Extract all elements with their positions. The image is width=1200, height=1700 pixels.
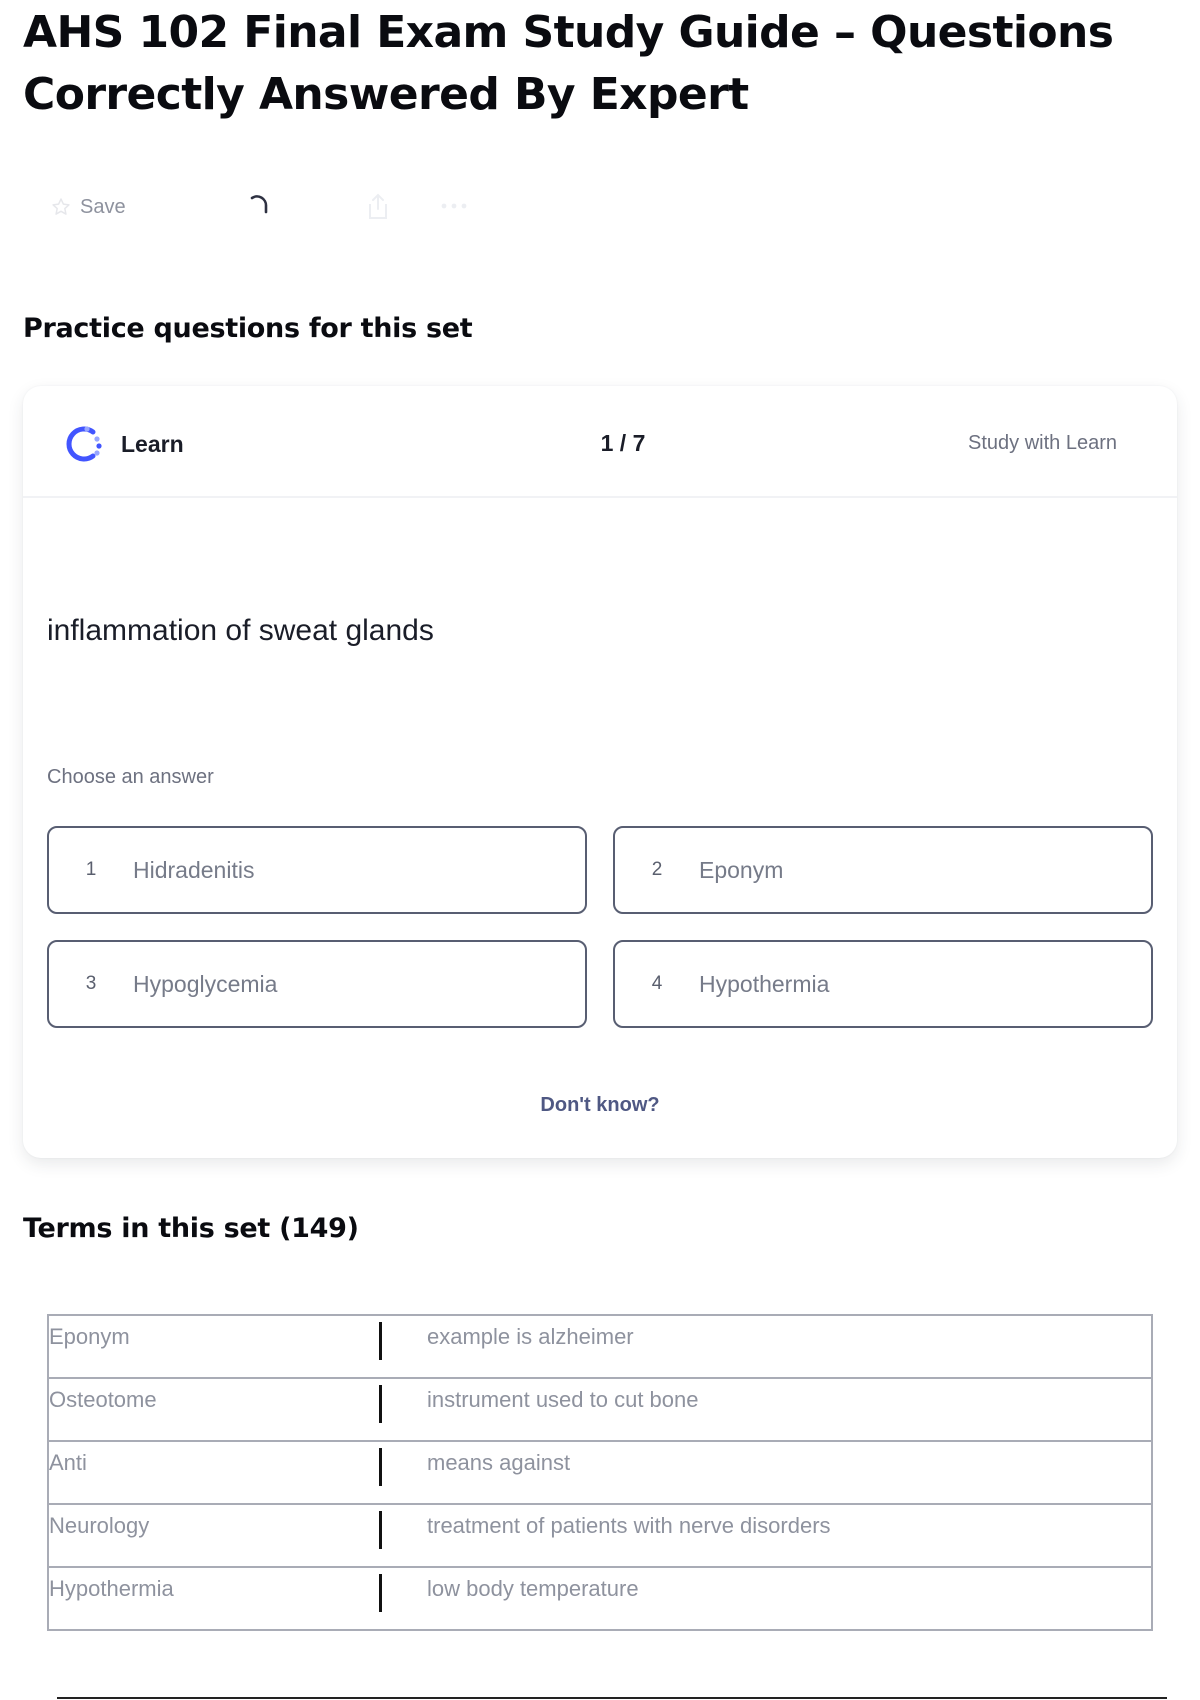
terms-heading: Terms in this set (149) [23, 1213, 359, 1244]
save-label: Save [80, 195, 126, 218]
question-term: inflammation of sweat glands [47, 614, 434, 647]
answer-option-3[interactable] [47, 940, 587, 1028]
definition-cell [379, 1378, 1152, 1441]
definition-text: example is alzheimer [427, 1324, 634, 1349]
definition-text: means against [427, 1450, 571, 1475]
term-cell: Hypothermia [48, 1567, 379, 1630]
column-divider [379, 1322, 382, 1360]
option-number: 1 [85, 859, 97, 880]
definition-text: low body temperature [427, 1576, 639, 1601]
question-progress: 1 / 7 [600, 430, 646, 456]
answer-option-2[interactable] [613, 826, 1153, 914]
answer-option-1[interactable] [47, 826, 587, 914]
learn-card [23, 386, 1177, 1158]
table-row [48, 1504, 1152, 1567]
table-row [48, 1315, 1152, 1378]
definition-text: instrument used to cut bone [427, 1387, 699, 1412]
definition-cell [379, 1315, 1152, 1378]
more-icon[interactable] [436, 198, 476, 214]
option-number: 4 [651, 973, 663, 994]
learn-card-header [23, 386, 1177, 498]
set-toolbar [50, 188, 490, 228]
table-row [48, 1441, 1152, 1504]
term-cell: Osteotome [48, 1378, 379, 1441]
choose-answer-label: Choose an answer [47, 766, 214, 788]
column-divider [379, 1448, 382, 1486]
column-divider [379, 1511, 382, 1549]
term-cell: Eponym [48, 1315, 379, 1378]
learn-label: Learn [121, 430, 184, 457]
page-title: AHS 102 Final Exam Study Guide – Questions Correctly Answered By Expert [23, 7, 1114, 120]
save-button[interactable] [50, 194, 126, 220]
definition-text: treatment of patients with nerve disorders [427, 1513, 831, 1538]
learn-icon [63, 422, 107, 466]
option-text: Hypothermia [699, 970, 830, 997]
study-with-learn-link[interactable]: Study with Learn [968, 432, 1117, 454]
term-cell: Anti [48, 1441, 379, 1504]
definition-cell [379, 1567, 1152, 1630]
term-cell: Neurology [48, 1504, 379, 1567]
option-text: Eponym [699, 856, 784, 883]
column-divider [379, 1574, 382, 1612]
column-divider [379, 1385, 382, 1423]
footer-divider [57, 1697, 1167, 1699]
star-icon [50, 196, 72, 218]
dont-know-button[interactable]: Don't know? [540, 1094, 660, 1116]
terms-table [47, 1314, 1153, 1631]
option-number: 3 [85, 973, 97, 994]
definition-cell [379, 1441, 1152, 1504]
share-icon[interactable] [364, 192, 392, 222]
option-text: Hidradenitis [133, 856, 255, 883]
option-number: 2 [651, 859, 663, 880]
option-text: Hypoglycemia [133, 970, 278, 997]
table-row [48, 1378, 1152, 1441]
practice-heading: Practice questions for this set [23, 313, 473, 344]
answer-options [47, 826, 1153, 1028]
table-row [48, 1567, 1152, 1630]
answer-option-4[interactable] [613, 940, 1153, 1028]
definition-cell [379, 1504, 1152, 1567]
learn-mode-button[interactable] [63, 422, 184, 466]
spinner-icon [244, 192, 272, 220]
